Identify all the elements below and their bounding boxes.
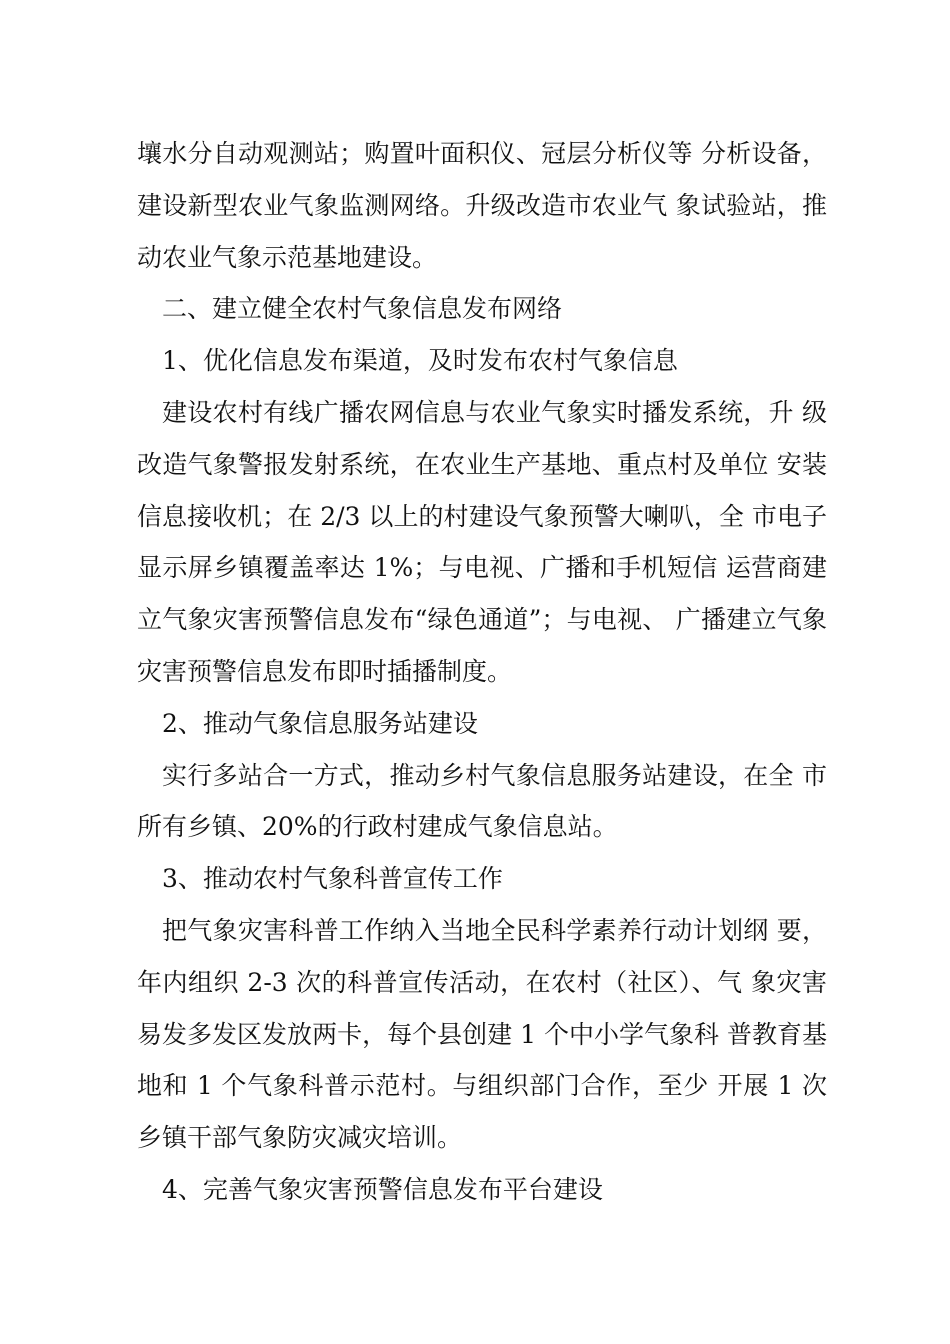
paragraph-service-station: 实行多站合一方式，推动乡村气象信息服务站建设，在全 市所有乡镇、20%的行政村建成气象信息站。 (137, 760, 827, 842)
subsection-heading-4: 4、完善气象灾害预警信息发布平台建设 (162, 1174, 603, 1204)
document-body (137, 128, 827, 1216)
paragraph-continuation: 壤水分自动观测站；购置叶面积仪、冠层分析仪等 分析设备，建设新型农业气象监测网络。升级改造市农业气 象试验站，推动农业气象示范基地建设。 (137, 139, 827, 272)
paragraph-broadcast: 建设农村有线广播农网信息与农业气象实时播发系统，升 级改造气象警报发射系统，在农业生产基地、重点村及单位 安装信息接收机；在 2/3 以上的村建设气象预警大喇叭，全 市电子显示屏乡镇覆盖率达 1%；与电视、广播和手机短信 运营商建立气象灾害预警信息发布“绿色通道”；与电视、 广播建立气象灾害预警信息发布即时插播制度。 (137, 397, 827, 686)
paragraph-science-outreach: 把气象灾害科普工作纳入当地全民科学素养行动计划纲 要，年内组织 2-3 次的科普宣传活动，在农村（社区）、气 象灾害易发多发区发放两卡，每个县创建 1 个中小学气象科 普教育基地和 1 个气象科普示范村。与组织部门合作，至少 开展 1 次乡镇干部气象防灾减灾培训。 (137, 915, 827, 1153)
subsection-heading-3: 3、推动农村气象科普宣传工作 (162, 864, 503, 894)
section-heading: 二、建立健全农村气象信息发布网络 (162, 294, 563, 324)
subsection-heading-1: 1、优化信息发布渠道，及时发布农村气象信息 (162, 346, 678, 376)
subsection-heading-2: 2、推动气象信息服务站建设 (162, 708, 478, 738)
